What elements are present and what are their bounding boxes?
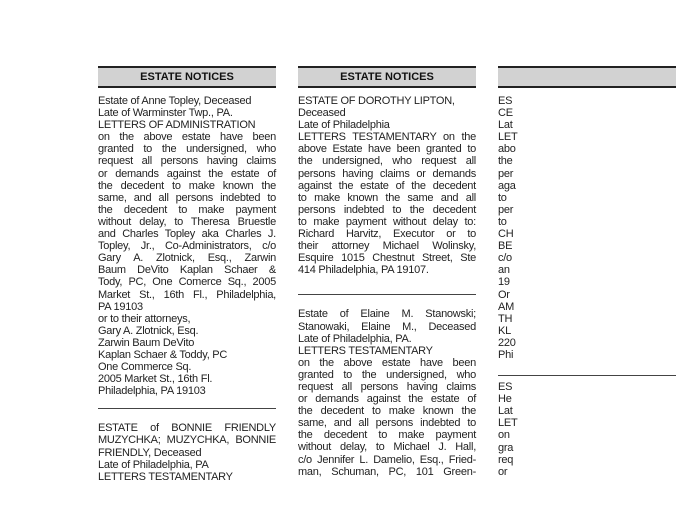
divider: [298, 294, 476, 295]
notice-line: Philadelphia, PA 19103: [98, 385, 206, 398]
notice-line: or demands against the estate of: [98, 167, 276, 180]
notice-line: 2005 Market St., 16th Fl.: [98, 373, 213, 386]
notice-line: against the estate of the decedent: [298, 179, 476, 192]
notice-line: CE: [498, 107, 513, 120]
notice-line: Baum DeVito Kaplan Schaer &: [98, 264, 276, 277]
notice-line: per: [498, 203, 514, 216]
notice-line: granted to the undersigned, who: [98, 143, 276, 156]
notice-line: on: [498, 429, 510, 442]
notice-line: MUZYCHKA; MUZYCHKA, BONNIE: [98, 434, 276, 447]
notice-line: TH: [498, 312, 513, 325]
notice-line: c/o: [498, 252, 512, 265]
notice-line: Lat: [498, 405, 513, 418]
notice-elaine-stanowski: [298, 308, 476, 477]
notice-line: persons indebted to the decedent: [298, 203, 476, 216]
notice-line: without delay, to Theresa Bruestle: [98, 215, 276, 228]
notice-line: 19: [498, 276, 510, 289]
notice-line: Late of Philadelphia: [298, 119, 390, 132]
notice-line: their attorney Michael Wolinsky,: [298, 240, 476, 253]
notice-line: to: [498, 191, 507, 204]
notice-line: Gary A. Zlotnick, Esq., Zarwin: [98, 252, 276, 265]
notice-line: same, and all persons indebted to: [298, 417, 476, 430]
notice-line: to: [498, 215, 507, 228]
notice-line: LET: [498, 417, 518, 430]
notice-line: LET: [498, 131, 518, 144]
notice-line: the: [498, 155, 513, 168]
notice-line: Zarwin Baum DeVito: [98, 336, 195, 349]
notice-line: LETTERS TESTAMENTARY: [98, 470, 233, 483]
notice-line: the decedent to make known the: [298, 405, 476, 418]
notice-line: c/o Jennifer L. Damelio, Esq., Fried-: [298, 453, 476, 466]
notice-line: ESTATE of BONNIE FRIENDLY: [98, 422, 276, 435]
section-header: [498, 66, 676, 88]
notice-line: 220: [498, 336, 516, 349]
notice-line: Richard Harvitz, Executor or to: [298, 228, 476, 241]
notice-line: an: [498, 264, 510, 277]
notice-line: man, Schuman, PC, 101 Green-: [298, 465, 476, 478]
notice-line: the decedent to make payment: [298, 429, 476, 442]
notice-line: the undersigned, who request all: [298, 155, 476, 168]
notice-line: Topley, Jr., Co-Administrators, c/o: [98, 240, 276, 253]
notice-line: req: [498, 453, 514, 466]
notice-line: KL: [498, 324, 511, 337]
notice-line: ESTATE OF DOROTHY LIPTON,: [298, 95, 455, 107]
column-1: [98, 66, 276, 483]
notice-line: the decedent to make payment: [98, 203, 276, 216]
notice-line: on the above estate have been: [298, 356, 476, 369]
notice-partial-2: [498, 381, 676, 478]
notice-line: AM: [498, 300, 514, 313]
notice-line: He: [498, 393, 512, 406]
notice-line: Late of Philadelphia, PA: [98, 458, 209, 471]
notice-line: BE: [498, 240, 513, 253]
notice-dorothy-lipton: [298, 95, 476, 276]
column-2: [298, 66, 476, 478]
notice-line: on the above estate have been: [98, 131, 276, 144]
notice-line: request all persons having claims: [298, 380, 476, 393]
notice-line: the decedent to make known the: [98, 179, 276, 192]
notice-line: Kaplan Schaer & Toddy, PC: [98, 348, 228, 361]
notice-line: LETTERS OF ADMINISTRATION: [98, 119, 256, 132]
notice-line: Lat: [498, 119, 513, 132]
notice-line: Late of Philadelphia, PA.: [298, 332, 412, 345]
notice-line: One Commerce Sq.: [98, 361, 192, 374]
notice-line: LETTERS TESTAMENTARY: [298, 344, 433, 357]
notice-partial-1: [498, 95, 676, 361]
notice-line: request all persons having claims: [98, 155, 276, 168]
notice-line: or demands against the estate of: [298, 393, 476, 406]
notice-line: without delay, to Michael J. Hall,: [298, 441, 476, 454]
column-3-partial: [498, 66, 676, 478]
notice-line: per: [498, 167, 514, 180]
notice-line: granted to the undersigned, who: [298, 368, 476, 381]
divider: [498, 375, 676, 376]
notice-line: Or: [498, 288, 510, 301]
notice-line: aga: [498, 179, 516, 192]
notice-line: ES: [498, 95, 513, 107]
notice-line: Stanowaki, Elaine M., Deceased: [298, 320, 476, 333]
notice-anne-topley: [98, 95, 276, 397]
notice-line: Estate of Anne Topley, Deceased: [98, 95, 252, 107]
notice-line: Late of Warminster Twp., PA.: [98, 107, 233, 120]
section-header: ESTATE NOTICES: [98, 66, 276, 88]
notice-line: same, and all persons indebted to: [98, 191, 276, 204]
notice-line: Phi: [498, 348, 514, 361]
notice-line: Gary A. Zlotnick, Esq.: [98, 324, 199, 337]
notice-line: above Estate have been granted to: [298, 143, 476, 156]
notice-bonnie-muzychka: [98, 422, 276, 482]
notice-line: or to their attorneys,: [98, 312, 191, 325]
notice-line: LETTERS TESTAMENTARY on the: [298, 131, 476, 144]
notice-line: to make known the same and all: [298, 191, 476, 204]
section-header: ESTATE NOTICES: [298, 66, 476, 88]
notice-line: and Charles Topley aka Charles J.: [98, 228, 276, 241]
notice-line: CH: [498, 228, 514, 241]
notice-line: Market St., 16th Fl., Philadelphia,: [98, 288, 276, 301]
notice-line: Estate of Elaine M. Stanowski;: [298, 308, 476, 321]
divider: [98, 408, 276, 409]
notice-line: ES: [498, 381, 513, 394]
notice-line: Deceased: [298, 107, 346, 120]
notice-line: to make payment without delay to:: [298, 215, 476, 228]
notice-line: persons having claims or demands: [298, 167, 476, 180]
notice-line: gra: [498, 441, 514, 454]
notice-line: FRIENDLY, Deceased: [98, 446, 202, 459]
notice-line: Tody, PC, One Comerce Sq., 2005: [98, 276, 276, 289]
notice-line: PA 19103: [98, 300, 143, 313]
notice-line: 414 Philadelphia, PA 19107.: [298, 264, 429, 277]
notice-line: Esquire 1015 Chestnut Street, Ste: [298, 252, 476, 265]
notice-line: abo: [498, 143, 516, 156]
notice-line: or: [498, 465, 508, 478]
